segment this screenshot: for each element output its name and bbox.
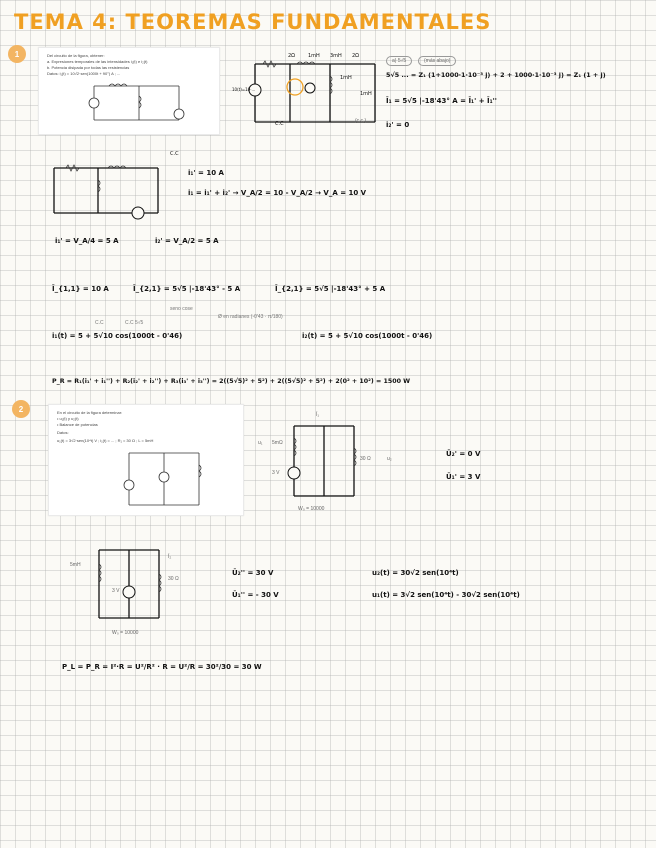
circuit-label: C.C	[275, 121, 284, 127]
statement-line: b. Potencia disipada por todas las resistencias	[47, 65, 130, 70]
note-bubble: a) 5√5	[386, 56, 412, 66]
circuit-diagram-2	[38, 158, 168, 223]
result: Ū₁' = 3 V	[446, 473, 481, 481]
circuit-label: Ī₁	[316, 412, 320, 418]
statement-line: a. Expresiones temporales de las intensidades i₁(t) e i₂(t)	[47, 59, 148, 64]
time-expression: i₂(t) = 5 + 5√10 cos(1000t - 0'46)	[302, 332, 433, 340]
circuit-label: 1mH	[340, 75, 352, 81]
annotation: C.C	[95, 320, 104, 326]
statement-line: Del circuito de la figura, obtener:	[47, 53, 105, 58]
circuit-label: 3 V	[112, 588, 120, 594]
equation: i₁' = V_A/4 = 5 A	[55, 237, 119, 245]
circuit-diagram-4	[85, 546, 195, 626]
circuit-label: 3mH	[330, 53, 342, 59]
time-expression: u₂(t) = 30√2 sen(10⁴t)	[372, 569, 459, 577]
equation: i₁' = 10 A	[188, 169, 224, 177]
annotation: C.C 5√5	[125, 320, 144, 326]
annotation: Ø en radianes (-0'43 · π/180)	[218, 314, 283, 320]
annotation: seno cose	[170, 306, 193, 312]
result: Ū₂' = 0 V	[446, 450, 481, 458]
circuit-diagram-3	[270, 418, 380, 508]
problem-statement-image	[38, 47, 220, 135]
problem-number-badge: 2	[12, 400, 30, 418]
time-expression: i₁(t) = 5 + 5√10 cos(1000t - 0'46)	[52, 332, 183, 340]
circuit-label: u₂	[387, 456, 392, 462]
statement-line: u₁(t) = 3√2·sen(10⁴t) V ; i₁(t) = ... ; R₁ = 30 Ω ; L = 5mH	[57, 438, 154, 443]
circuit-label: W₀ = 10000	[112, 630, 139, 636]
result: Ū₂'' = 30 V	[232, 569, 274, 577]
power-equation: P_L = P_R = I²·R = U²/R² · R = U²/R = 30²/30 = 30 W	[62, 663, 262, 671]
source-label: 10(t)=10·...	[232, 87, 256, 92]
circuit-label: W₀ = 10000	[298, 506, 325, 512]
page-title: TEMA 4: TEOREMAS FUNDAMENTALES	[14, 10, 492, 34]
circuit-label: 1mH	[308, 53, 320, 59]
statement-line: En el circuito de la figura determinar:	[57, 410, 123, 415]
equation: 5√5 ... = Z₁ (1+1000·1·10⁻³ j) + 2 + 1000·1·10⁻³ j) = Z₁ (1 + j)	[386, 71, 606, 79]
time-expression: u₁(t) = 3√2 sen(10⁴t) - 30√2 sen(10⁴t)	[372, 591, 520, 599]
problem-number-badge: 1	[8, 45, 26, 63]
circuit-label: Ī₂	[168, 554, 172, 560]
equation: i₁ = i₁' + i₂' → V_A/2 = 10 - V_A/2 → V_A = 10 V	[188, 189, 367, 197]
statement-line: Datos: i₁(t) = 10√2·sen(1000t + 90°) A ; ...	[47, 71, 121, 76]
statement-line: • Balance de potencias	[57, 422, 98, 427]
equation: i₂' = 0	[386, 121, 410, 129]
circuit-label: 30 Ω	[168, 576, 179, 582]
result: Ī_{1,1} = 10 A	[52, 285, 109, 293]
equation: i₂' = V_A/2 = 5 A	[155, 237, 219, 245]
circuit-label: 30 Ω	[360, 456, 371, 462]
result: Ī_{2,1} = 5√5 |-18'43° + 5 A	[275, 285, 386, 293]
circuit-label: 1mH	[360, 91, 372, 97]
equation: Ī₁ = 5√5 |-18'43° A = Ī₁' + Ī₁''	[386, 97, 497, 105]
result: Ī_{2,1} = 5√5 |-18'43° - 5 A	[133, 285, 241, 293]
problem-statement-image	[48, 404, 244, 516]
circuit-label: 2Ω	[288, 53, 296, 59]
note-bubble: (más abajo)	[418, 56, 456, 66]
circuit-label: u₁	[258, 440, 263, 446]
statement-circuit-diagram	[49, 405, 243, 515]
result: Ū₁'' = - 30 V	[232, 591, 279, 599]
circuit-label: 5mH	[70, 562, 81, 568]
statement-circuit-diagram	[39, 48, 219, 134]
statement-line: • u₁(t) y u₂(t)	[57, 416, 79, 421]
circuit-label: 3 V	[272, 470, 280, 476]
statement-line: Datos:	[57, 430, 69, 435]
circuit-label: 5mΩ	[272, 440, 283, 446]
power-equation: P_R = R₁(i₁' + i₁'') + R₂(i₂' + i₂'') + R₃(i₃' + i₃'') = 2((5√5)² + 5²) + 2((5√5)² + 5²) + 2(0² + 10²) = 1500 W	[52, 378, 411, 385]
circuit-label: C.C	[170, 151, 179, 157]
side-note: (c.c.)	[355, 118, 367, 124]
circuit-label: 2Ω	[352, 53, 360, 59]
